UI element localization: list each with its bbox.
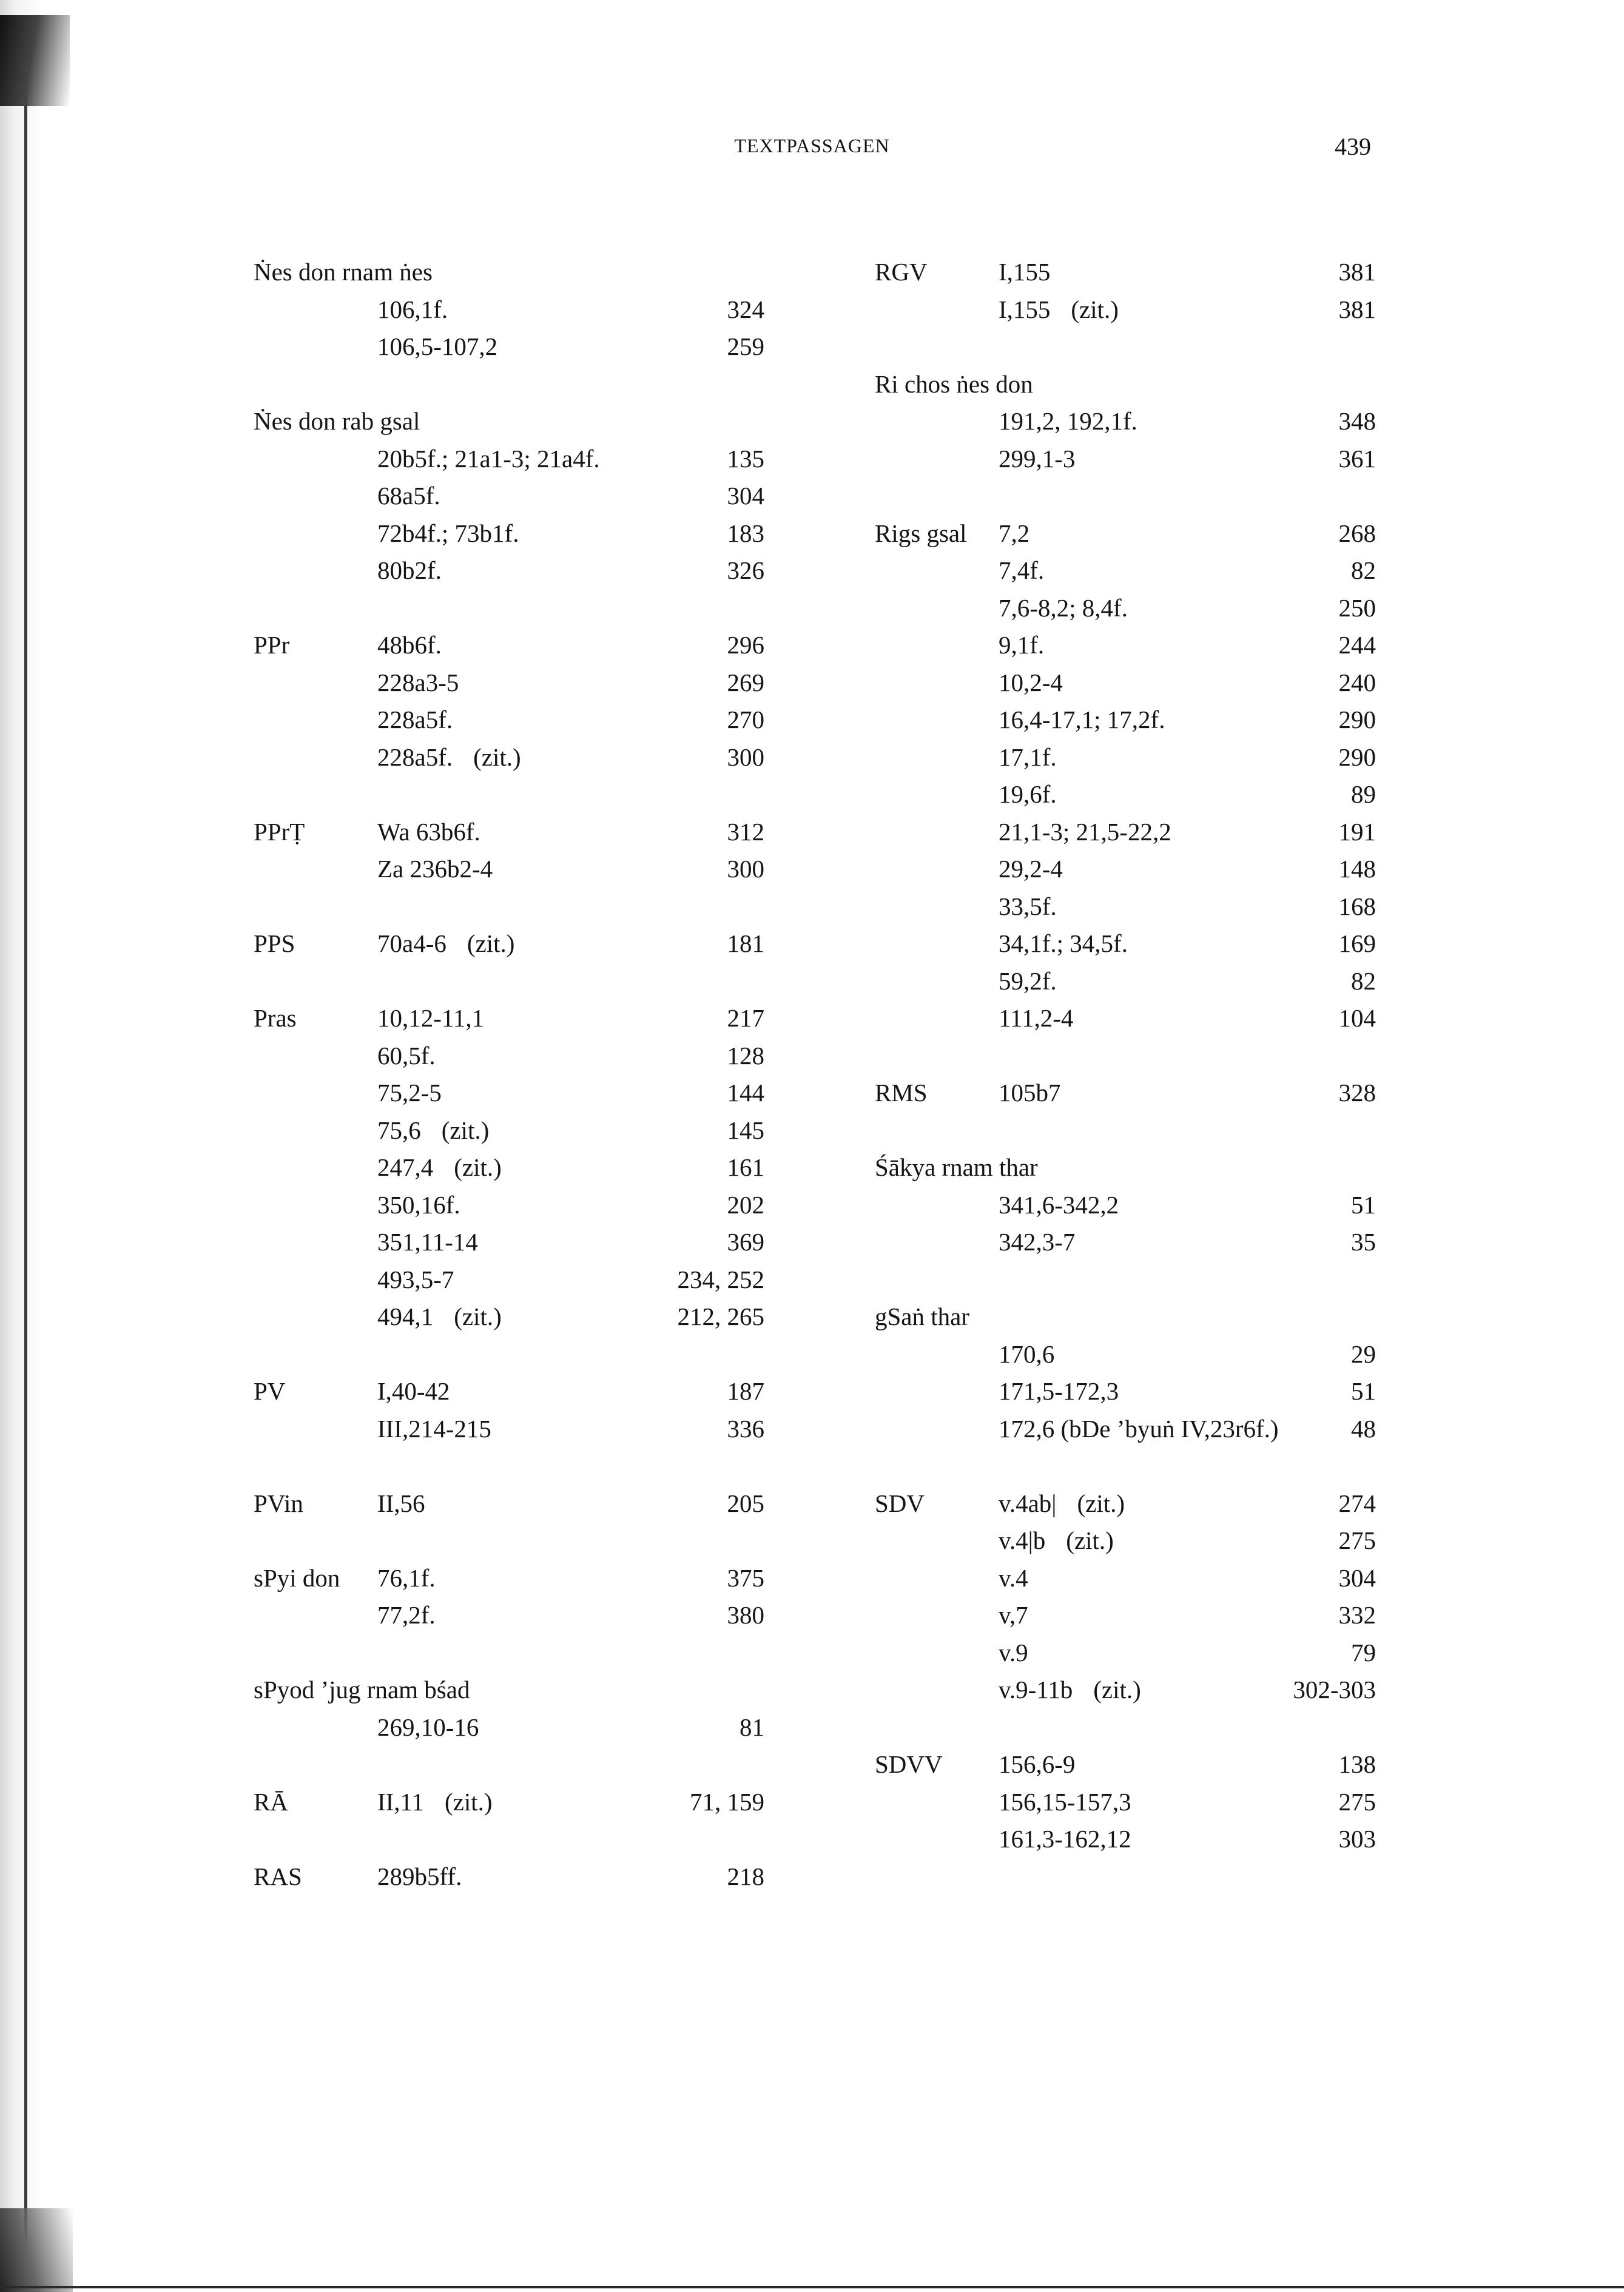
index-entry <box>875 1373 1376 1411</box>
index-entry <box>875 590 1376 627</box>
entry-spacer <box>254 888 764 926</box>
passage-reference: 68a5f. <box>377 482 440 510</box>
index-entry <box>254 1149 764 1187</box>
page-reference: 312 <box>727 817 764 846</box>
index-entry <box>254 552 764 590</box>
index-entry <box>875 1485 1376 1523</box>
running-title: TEXTPASSAGEN <box>734 135 890 157</box>
index-entry <box>875 1671 1376 1709</box>
source-title: Ṅes don rnam ṅes <box>254 258 433 286</box>
page-reference: 138 <box>1338 1750 1376 1778</box>
passage-reference: 76,1f. <box>377 1563 436 1592</box>
index-entry <box>875 888 1376 926</box>
citation-note: (zit.) <box>473 743 521 771</box>
page-reference: 326 <box>727 556 764 584</box>
entry-spacer <box>875 477 1376 515</box>
index-entry <box>254 1485 764 1523</box>
passage-reference: 228a3-5 <box>377 668 459 696</box>
index-entry <box>875 627 1376 664</box>
page-reference: 144 <box>727 1079 764 1107</box>
passage-reference: 48b6f. <box>377 631 442 659</box>
citation-note: (zit.) <box>454 1153 502 1181</box>
page-reference: 250 <box>1338 593 1376 622</box>
passage-reference: I,155 (zit.) <box>999 295 1119 323</box>
index-entry <box>875 515 1376 553</box>
index-entry <box>254 1411 764 1448</box>
index-entry <box>875 701 1376 739</box>
passage-reference: 77,2f. <box>377 1601 436 1629</box>
passage-reference: III,214-215 <box>377 1414 491 1443</box>
index-entry <box>875 440 1376 478</box>
index-entry <box>875 1298 1376 1336</box>
index-entry <box>254 1000 764 1037</box>
page-reference: 81 <box>740 1713 764 1741</box>
index-entry <box>254 477 764 515</box>
page-reference: 348 <box>1338 407 1376 435</box>
entry-spacer <box>254 776 764 814</box>
index-entry <box>875 851 1376 888</box>
passage-reference: 342,3-7 <box>999 1228 1076 1256</box>
entry-spacer <box>254 1821 764 1858</box>
citation-note: (zit.) <box>1071 295 1119 323</box>
index-entry <box>875 1784 1376 1821</box>
page-reference: 300 <box>727 743 764 771</box>
passage-reference: 228a5f. (zit.) <box>377 743 521 771</box>
index-entry <box>254 254 764 291</box>
passage-reference: 60,5f. <box>377 1041 436 1070</box>
index-entry <box>875 925 1376 963</box>
passage-reference: 493,5-7 <box>377 1265 454 1293</box>
entry-spacer <box>254 366 764 403</box>
passage-reference: 106,1f. <box>377 295 448 323</box>
index-entry <box>875 664 1376 702</box>
source-title: RĀ <box>254 1787 288 1816</box>
passage-reference: 191,2, 192,1f. <box>999 407 1137 435</box>
page-reference: 375 <box>727 1563 764 1592</box>
passage-reference: v.9-11b (zit.) <box>999 1676 1141 1704</box>
passage-reference: 34,1f.; 34,5f. <box>999 929 1128 957</box>
index-entry <box>875 1560 1376 1597</box>
page-reference: 205 <box>727 1489 764 1517</box>
passage-reference: 247,4 (zit.) <box>377 1153 502 1181</box>
passage-reference: 106,5-107,2 <box>377 332 498 360</box>
index-entry <box>254 814 764 851</box>
page-reference: 82 <box>1351 556 1376 584</box>
page-reference: 328 <box>1338 1079 1376 1107</box>
passage-reference: 350,16f. <box>377 1190 460 1219</box>
index-entry <box>875 366 1376 403</box>
index-entry <box>875 1522 1376 1560</box>
passage-reference: 351,11-14 <box>377 1228 478 1256</box>
entry-spacer <box>875 1709 1376 1747</box>
passage-reference: 494,1 (zit.) <box>377 1303 502 1330</box>
index-entry <box>254 1261 764 1299</box>
source-title: PV <box>254 1377 286 1405</box>
page-reference: 181 <box>727 929 764 957</box>
passage-reference: I,155 <box>999 258 1051 286</box>
passage-reference: 29,2-4 <box>999 855 1063 883</box>
page-reference: 290 <box>1338 706 1376 733</box>
entry-spacer <box>254 1746 764 1784</box>
passage-reference: Wa 63b6f. <box>377 817 480 846</box>
gutter-scan-artifact-top <box>0 15 70 106</box>
page-reference: 169 <box>1338 929 1376 957</box>
passage-reference: v.4|b (zit.) <box>999 1526 1114 1554</box>
page-reference: 270 <box>727 706 764 733</box>
passage-reference: 7,2 <box>999 519 1030 547</box>
citation-note: (zit.) <box>1077 1489 1125 1517</box>
page-reference: 183 <box>727 519 764 547</box>
passage-reference: I,40-42 <box>377 1377 450 1405</box>
source-title: Rigs gsal <box>875 519 967 547</box>
page-reference: 244 <box>1338 631 1376 659</box>
page-reference: 303 <box>1338 1825 1376 1853</box>
index-entry <box>875 552 1376 590</box>
index-entry <box>875 1000 1376 1037</box>
page-reference: 234, 252 <box>677 1265 764 1293</box>
page-reference: 269 <box>727 668 764 696</box>
page-reference: 79 <box>1351 1638 1376 1667</box>
page-reference: 212, 265 <box>677 1303 764 1330</box>
index-entry <box>254 403 764 440</box>
page-reference: 275 <box>1338 1787 1376 1816</box>
passage-reference: 172,6 (bDe ’byuṅ IV,23r6f.) <box>999 1414 1279 1443</box>
entry-spacer <box>254 590 764 627</box>
passage-reference: 170,6 <box>999 1340 1055 1368</box>
index-entry <box>875 814 1376 851</box>
page-reference: 275 <box>1338 1526 1376 1554</box>
source-title: PPS <box>254 929 295 957</box>
page-reference: 381 <box>1338 295 1376 323</box>
page-gutter-shadow <box>0 0 42 2292</box>
index-entry <box>254 1597 764 1634</box>
passage-reference: 75,2-5 <box>377 1079 442 1107</box>
gutter-line <box>24 36 27 2245</box>
passage-reference: 161,3-162,12 <box>999 1825 1131 1853</box>
source-title: RGV <box>875 258 928 286</box>
passage-reference: 33,5f. <box>999 892 1057 920</box>
passage-reference: 59,2f. <box>999 966 1057 995</box>
index-entry <box>875 1187 1376 1224</box>
passage-reference: 19,6f. <box>999 780 1057 808</box>
entry-spacer <box>254 1448 764 1485</box>
index-entry <box>875 1336 1376 1374</box>
entry-spacer <box>875 328 1376 366</box>
page-reference: 300 <box>727 855 764 883</box>
page-reference: 148 <box>1338 855 1376 883</box>
entry-spacer <box>875 1037 1376 1075</box>
passage-reference: II,11 (zit.) <box>377 1787 493 1816</box>
entry-spacer <box>254 1522 764 1560</box>
index-entry <box>875 1411 1376 1448</box>
page-reference: 274 <box>1338 1489 1376 1517</box>
index-entry <box>254 1187 764 1224</box>
passage-reference: 269,10-16 <box>377 1713 479 1741</box>
index-entry <box>875 291 1376 329</box>
page-reference: 259 <box>727 332 764 360</box>
source-title: Ri chos ṅes don <box>875 369 1033 398</box>
citation-note: (zit.) <box>1066 1526 1114 1554</box>
source-title: Śākya rnam thar <box>875 1153 1038 1181</box>
source-title: SDV <box>875 1489 925 1517</box>
passage-reference: 228a5f. <box>377 706 453 733</box>
index-column-left <box>254 254 764 1895</box>
page-reference: 51 <box>1351 1190 1376 1219</box>
page-reference: 304 <box>727 482 764 510</box>
index-entry <box>254 1671 764 1709</box>
page-reference: 161 <box>727 1153 764 1181</box>
page-reference: 187 <box>727 1377 764 1405</box>
index-entry <box>254 925 764 963</box>
passage-reference: 7,4f. <box>999 556 1045 584</box>
index-entry <box>875 1224 1376 1261</box>
index-entry <box>254 851 764 888</box>
index-entry <box>254 1858 764 1896</box>
entry-spacer <box>254 1634 764 1672</box>
page-number: 439 <box>1335 133 1371 160</box>
page-reference: 128 <box>727 1041 764 1070</box>
source-title: PPr <box>254 631 290 659</box>
index-entry <box>254 1784 764 1821</box>
page-reference: 168 <box>1338 892 1376 920</box>
entry-spacer <box>875 1261 1376 1299</box>
index-entry <box>254 1074 764 1112</box>
passage-reference: 9,1f. <box>999 631 1045 659</box>
index-entry <box>254 1037 764 1075</box>
index-entry <box>875 403 1376 440</box>
passage-reference: 10,12-11,1 <box>377 1004 485 1032</box>
source-title: Ṅes don rab gsal <box>254 407 420 435</box>
page-reference: 324 <box>727 295 764 323</box>
index-entry <box>254 701 764 739</box>
index-entry <box>254 1709 764 1747</box>
page-reference: 361 <box>1338 444 1376 473</box>
page-reference: 48 <box>1351 1414 1376 1443</box>
passage-reference: 111,2-4 <box>999 1004 1074 1032</box>
page-reference: 191 <box>1338 817 1376 846</box>
page-reference: 268 <box>1338 519 1376 547</box>
page-reference: 332 <box>1338 1601 1376 1629</box>
entry-spacer <box>254 1336 764 1374</box>
index-entry <box>254 1373 764 1411</box>
passage-reference: 10,2-4 <box>999 668 1063 696</box>
passage-reference: 156,15-157,3 <box>999 1787 1131 1816</box>
index-entry <box>254 515 764 553</box>
page-reference: 29 <box>1351 1340 1376 1368</box>
entry-spacer <box>254 963 764 1000</box>
page-reference: 82 <box>1351 966 1376 995</box>
page-reference: 135 <box>727 444 764 473</box>
passage-reference: 75,6 (zit.) <box>377 1116 490 1144</box>
index-entry <box>875 963 1376 1000</box>
source-title: PPrṬ <box>254 817 305 846</box>
passage-reference: 80b2f. <box>377 556 442 584</box>
index-entry <box>254 1298 764 1336</box>
page-reference: 202 <box>727 1190 764 1219</box>
passage-reference: 299,1-3 <box>999 444 1076 473</box>
page-reference: 304 <box>1338 1563 1376 1592</box>
passage-reference: 105b7 <box>999 1079 1061 1107</box>
citation-note: (zit.) <box>441 1116 490 1144</box>
passage-reference: 7,6-8,2; 8,4f. <box>999 593 1128 622</box>
passage-reference: v.9 <box>999 1638 1028 1667</box>
index-entry <box>254 627 764 664</box>
source-title: gSaṅ thar <box>875 1303 969 1330</box>
index-entry <box>254 291 764 329</box>
page-reference: 89 <box>1351 780 1376 808</box>
index-entry <box>875 1149 1376 1187</box>
source-title: sPyod ’jug rnam bśad <box>254 1676 470 1704</box>
passage-reference: v.4 <box>999 1563 1028 1592</box>
passage-reference: 72b4f.; 73b1f. <box>377 519 519 547</box>
passage-reference: 17,1f. <box>999 743 1057 771</box>
page-reference: 290 <box>1338 743 1376 771</box>
page-reference: 336 <box>727 1414 764 1443</box>
citation-note: (zit.) <box>445 1787 493 1816</box>
passage-reference: v.4ab| (zit.) <box>999 1489 1125 1517</box>
citation-note: (zit.) <box>454 1303 502 1330</box>
page-reference: 35 <box>1351 1228 1376 1256</box>
page-reference: 380 <box>727 1601 764 1629</box>
index-entry <box>875 1597 1376 1634</box>
index-entry <box>254 1224 764 1261</box>
index-entry <box>254 328 764 366</box>
scan-bottom-edge <box>0 2286 1624 2288</box>
index-entry <box>875 739 1376 777</box>
citation-note: (zit.) <box>1093 1676 1141 1704</box>
passage-reference: 20b5f.; 21a1-3; 21a4f. <box>377 444 600 473</box>
index-entry <box>254 440 764 478</box>
index-entry <box>875 776 1376 814</box>
index-entry <box>254 664 764 702</box>
source-title: sPyi don <box>254 1563 340 1592</box>
entry-spacer <box>875 1448 1376 1485</box>
passage-reference: Za 236b2-4 <box>377 855 493 883</box>
index-entry <box>875 254 1376 291</box>
passage-reference: v,7 <box>999 1601 1028 1629</box>
index-column-right <box>875 254 1376 1858</box>
page-reference: 51 <box>1351 1377 1376 1405</box>
index-entry <box>875 1634 1376 1672</box>
passage-reference: 16,4-17,1; 17,2f. <box>999 706 1165 733</box>
page-reference: 240 <box>1338 668 1376 696</box>
page-reference: 104 <box>1338 1004 1376 1032</box>
index-entry <box>875 1746 1376 1784</box>
page-reference: 381 <box>1338 258 1376 286</box>
passage-reference: 289b5ff. <box>377 1862 462 1890</box>
passage-reference: 156,6-9 <box>999 1750 1076 1778</box>
index-entry <box>875 1074 1376 1112</box>
page-reference: 302-303 <box>1293 1676 1376 1704</box>
passage-reference: 341,6-342,2 <box>999 1190 1119 1219</box>
index-entry <box>254 1112 764 1150</box>
page-reference: 71, 159 <box>690 1787 764 1816</box>
gutter-scan-artifact-bottom <box>0 2208 73 2292</box>
index-entry <box>875 1821 1376 1858</box>
source-title: PVin <box>254 1489 303 1517</box>
passage-reference: 21,1-3; 21,5-22,2 <box>999 817 1171 846</box>
page-reference: 145 <box>727 1116 764 1144</box>
source-title: SDVV <box>875 1750 943 1778</box>
page-reference: 369 <box>727 1228 764 1256</box>
citation-note: (zit.) <box>467 929 515 957</box>
index-entry <box>254 739 764 777</box>
entry-spacer <box>875 1112 1376 1150</box>
source-title: Pras <box>254 1004 297 1032</box>
source-title: RAS <box>254 1862 302 1890</box>
page-reference: 217 <box>727 1004 764 1032</box>
page-reference: 218 <box>727 1862 764 1890</box>
passage-reference: 171,5-172,3 <box>999 1377 1119 1405</box>
passage-reference: 70a4-6 (zit.) <box>377 929 515 957</box>
page-reference: 296 <box>727 631 764 659</box>
source-title: RMS <box>875 1079 928 1107</box>
passage-reference: II,56 <box>377 1489 425 1517</box>
index-entry <box>254 1560 764 1597</box>
